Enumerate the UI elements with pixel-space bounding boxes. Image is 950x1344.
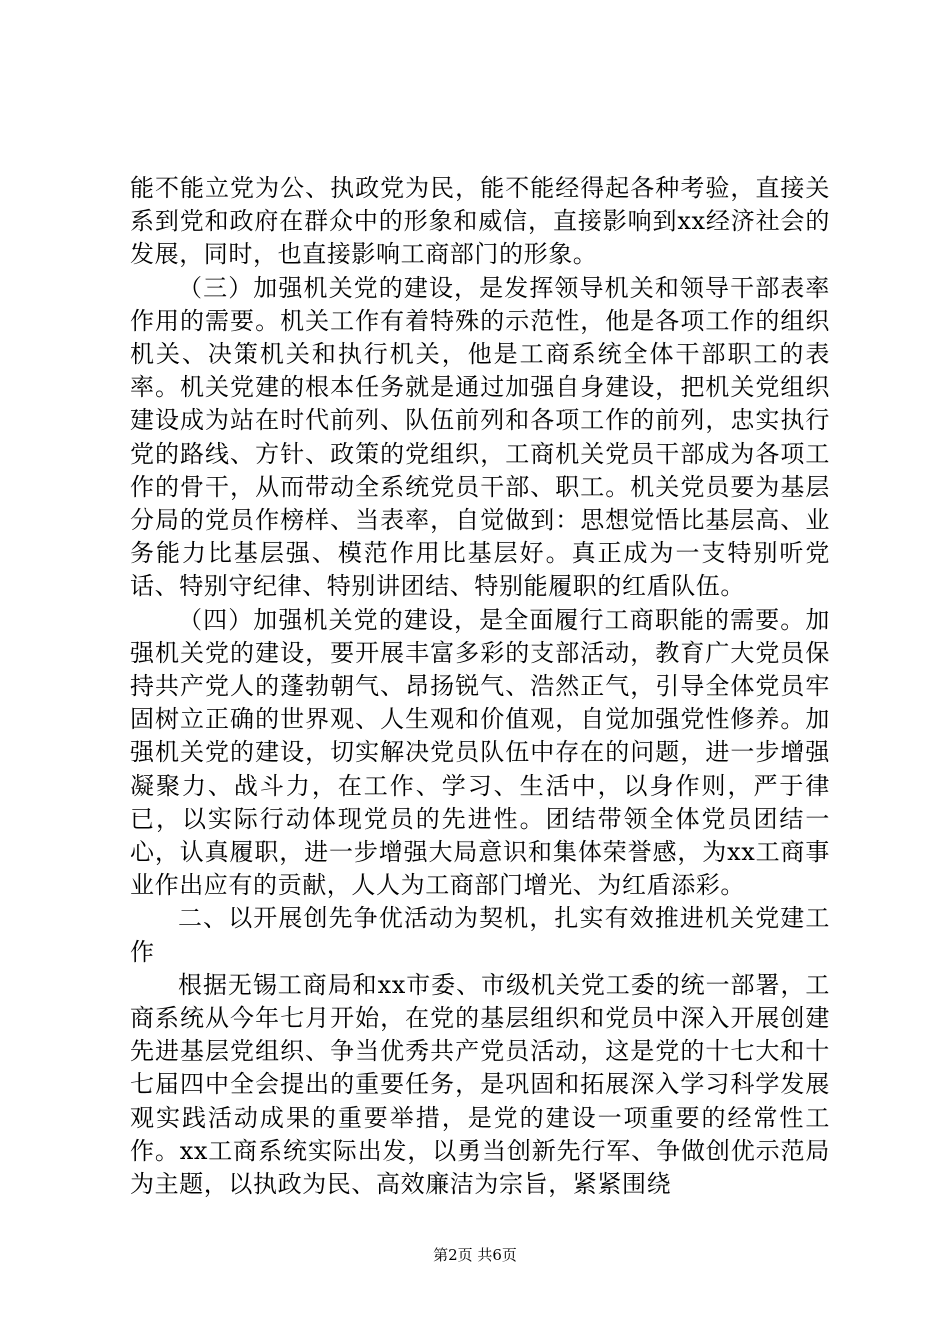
paragraph: （四）加强机关党的建设，是全面履行工商职能的需要。加强机关党的建设，要开展丰富多彩的支部活动，教育广大党员保持共产党人的蓬勃朝气、昂扬锐气、浩然正气，引导全体党员牢固树立正确的世界观、人生观和价值观，自觉加强党性修养。加强机关党的建设，切实解决党员队伍中存在的问题，进一步增强凝聚力、战斗力，在工作、学习、生活中，以身作则，严于律已，以实际行动体现党员的先进性。团结带领全体党员团结一心，认真履职，进一步增强大局意识和集体荣誉感，为xx工商事业作出应有的贡献，人人为工商部门增光、为红盾添彩。 bbox=[130, 605, 830, 900]
page-number-footer: 第2页 共6页 bbox=[433, 1246, 517, 1264]
section-heading: 二、以开展创先争优活动为契机，扎实有效推进机关党建工作 bbox=[130, 904, 830, 966]
paragraph: 根据无锡工商局和xx市委、市级机关党工委的统一部署，工商系统从今年七月开始，在党的基层组织和党员中深入开展创建先进基层党组织、争当优秀共产党员活动，这是党的十七大和十七届四中全会提出的重要任务，是巩固和拓展深入学习科学发展观实践活动成果的重要举措，是党的建设一项重要的经常性工作。xx工商系统实际出发，以勇当创新先行军、争做创优示范局为主题，以执政为民、高效廉洁为宗旨，紧紧围绕 bbox=[130, 970, 830, 1199]
paragraph: （三）加强机关党的建设，是发挥领导机关和领导干部表率作用的需要。机关工作有着特殊的示范性，他是各项工作的组织机关、决策机关和执行机关，他是工商系统全体干部职工的表率。机关党建的根本任务就是通过加强自身建设，把机关党组织建设成为站在时代前列、队伍前列和各项工作的前列，忠实执行党的路线、方针、政策的党组织，工商机关党员干部成为各项工作的骨干，从而带动全系统党员干部、职工。机关党员要为基层分局的党员作榜样、当表率，自觉做到：思想觉悟比基层高、业务能力比基层强、模范作用比基层好。真正成为一支特别听党话、特别守纪律、特别讲团结、特别能履职的红盾队伍。 bbox=[130, 273, 830, 601]
paragraph: 能不能立党为公、执政党为民，能不能经得起各种考验，直接关系到党和政府在群众中的形象和威信，直接影响到xx经济社会的发展，同时，也直接影响工商部门的形象。 bbox=[130, 174, 830, 269]
document-body bbox=[130, 172, 830, 1201]
